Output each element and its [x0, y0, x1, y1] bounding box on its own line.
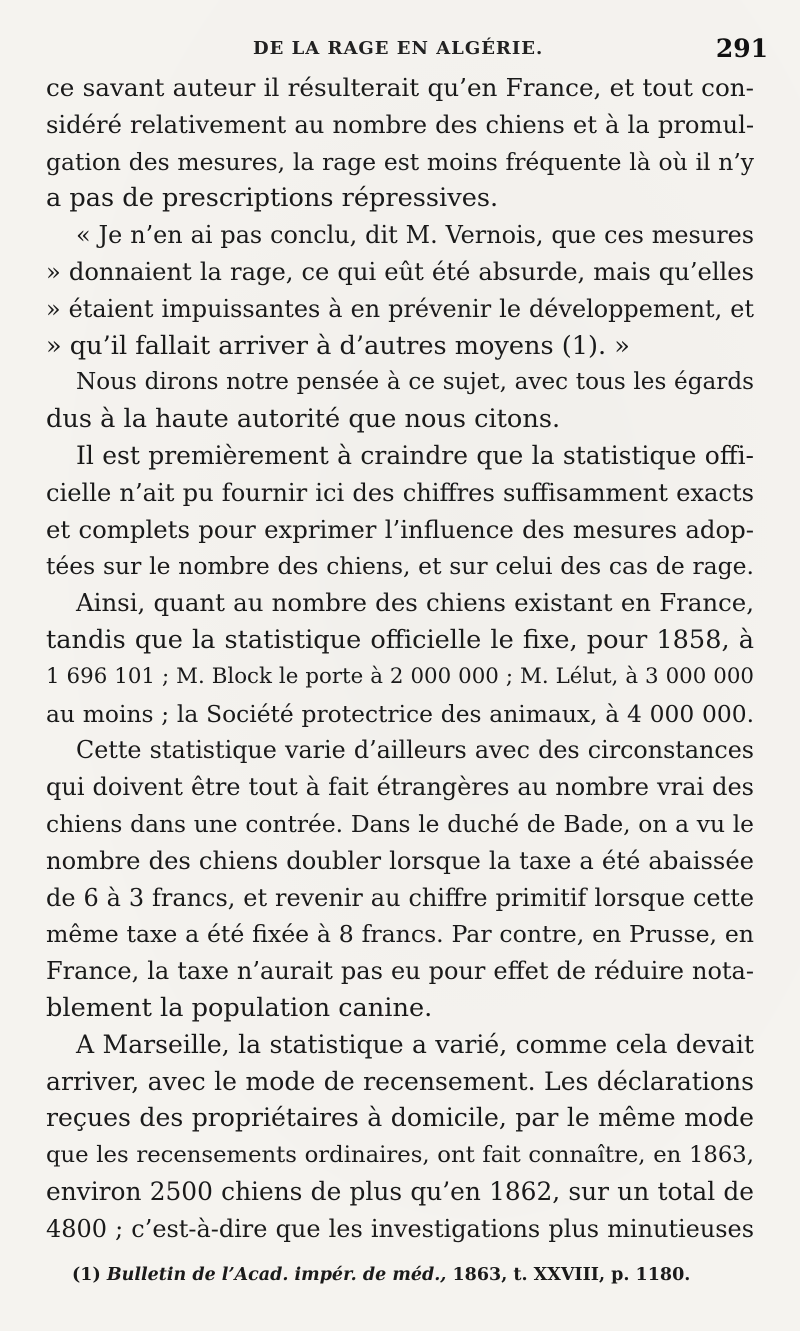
text-line: dus à la haute autorité que nous citons.	[46, 404, 561, 435]
text-line: 4800 ; c’est-à-dire que les investigations plus minutieuses	[46, 1214, 754, 1243]
text-line: Nous dirons notre pensée à ce sujet, avec tous les égards	[76, 369, 754, 396]
text-line: même taxe a été fixée à 8 francs. Par contre, en Prusse, en	[46, 920, 754, 949]
body-text	[46, 70, 754, 1248]
text-line: « Je n’en ai pas conclu, dit M. Vernois, que ces mesures	[76, 221, 754, 250]
running-title: DE LA RAGE EN ALGÉRIE.	[253, 38, 544, 59]
text-line: chiens dans une contrée. Dans le duché de Bade, on a vu le	[46, 809, 754, 838]
text-line: reçues des propriétaires à domicile, par le même mode	[46, 1103, 754, 1133]
text-line: Il est premièrement à craindre que la statistique offi-	[76, 440, 754, 470]
text-line: cielle n’ait pu fournir ici des chiffres suffisamment exacts	[46, 478, 754, 507]
text-line: que les recensements ordinaires, ont fait connaître, en 1863,	[46, 1142, 754, 1169]
footnote-source: Bulletin de l’Acad. impér. de méd.,	[106, 1265, 447, 1285]
text-line: tées sur le nombre des chiens, et sur celui des cas de rage.	[46, 552, 754, 581]
text-line: sidéré relativement au nombre des chiens et à la promul-	[46, 110, 754, 139]
text-line: nombre des chiens doubler lorsque la taxe a été abaissée	[46, 846, 754, 875]
text-line: gation des mesures, la rage est moins fréquente là où il n’y	[46, 147, 754, 176]
text-line: » qu’il fallait arriver à d’autres moyens (1). »	[46, 330, 630, 361]
text-line: au moins ; la Société protectrice des animaux, à 4 000 000.	[46, 699, 754, 728]
footnote-marker: (1)	[72, 1265, 101, 1285]
running-head	[48, 34, 768, 64]
text-line: environ 2500 chiens de plus qu’en 1862, sur un total de	[46, 1176, 754, 1206]
text-line: blement la population canine.	[46, 992, 433, 1023]
text-line: France, la taxe n’aurait pas eu pour effet de réduire nota-	[46, 957, 754, 986]
page-number: 291	[715, 34, 768, 63]
text-line: a pas de prescriptions répressives.	[46, 183, 499, 214]
text-line: tandis que la statistique officielle le fixe, pour 1858, à	[46, 624, 754, 655]
text-line: » étaient impuissantes à en prévenir le développement, et	[46, 294, 754, 323]
text-line: qui doivent être tout à fait étrangères au nombre vrai des	[46, 773, 754, 802]
footnote	[72, 1265, 732, 1285]
text-line: Cette statistique varie d’ailleurs avec des circonstances	[76, 736, 754, 765]
text-line: A Marseille, la statistique a varié, comme cela devait	[76, 1029, 754, 1059]
text-line: arriver, avec le mode de recensement. Les déclarations	[46, 1066, 754, 1096]
text-line: et complets pour exprimer l’influence des mesures adop-	[46, 514, 754, 544]
text-line: 1 696 101 ; M. Block le porte à 2 000 000 ; M. Lélut, à 3 000 000	[46, 663, 754, 689]
text-line: » donnaient la rage, ce qui eût été absurde, mais qu’elles	[46, 257, 754, 286]
footnote-reference: 1863, t. XXVIII, p. 1180.	[452, 1265, 691, 1285]
text-line: de 6 à 3 francs, et revenir au chiffre primitif lorsque cette	[46, 883, 754, 912]
text-line: ce savant auteur il résulterait qu’en France, et tout con-	[46, 73, 754, 102]
text-line: Ainsi, quant au nombre des chiens existant en France,	[76, 588, 754, 618]
